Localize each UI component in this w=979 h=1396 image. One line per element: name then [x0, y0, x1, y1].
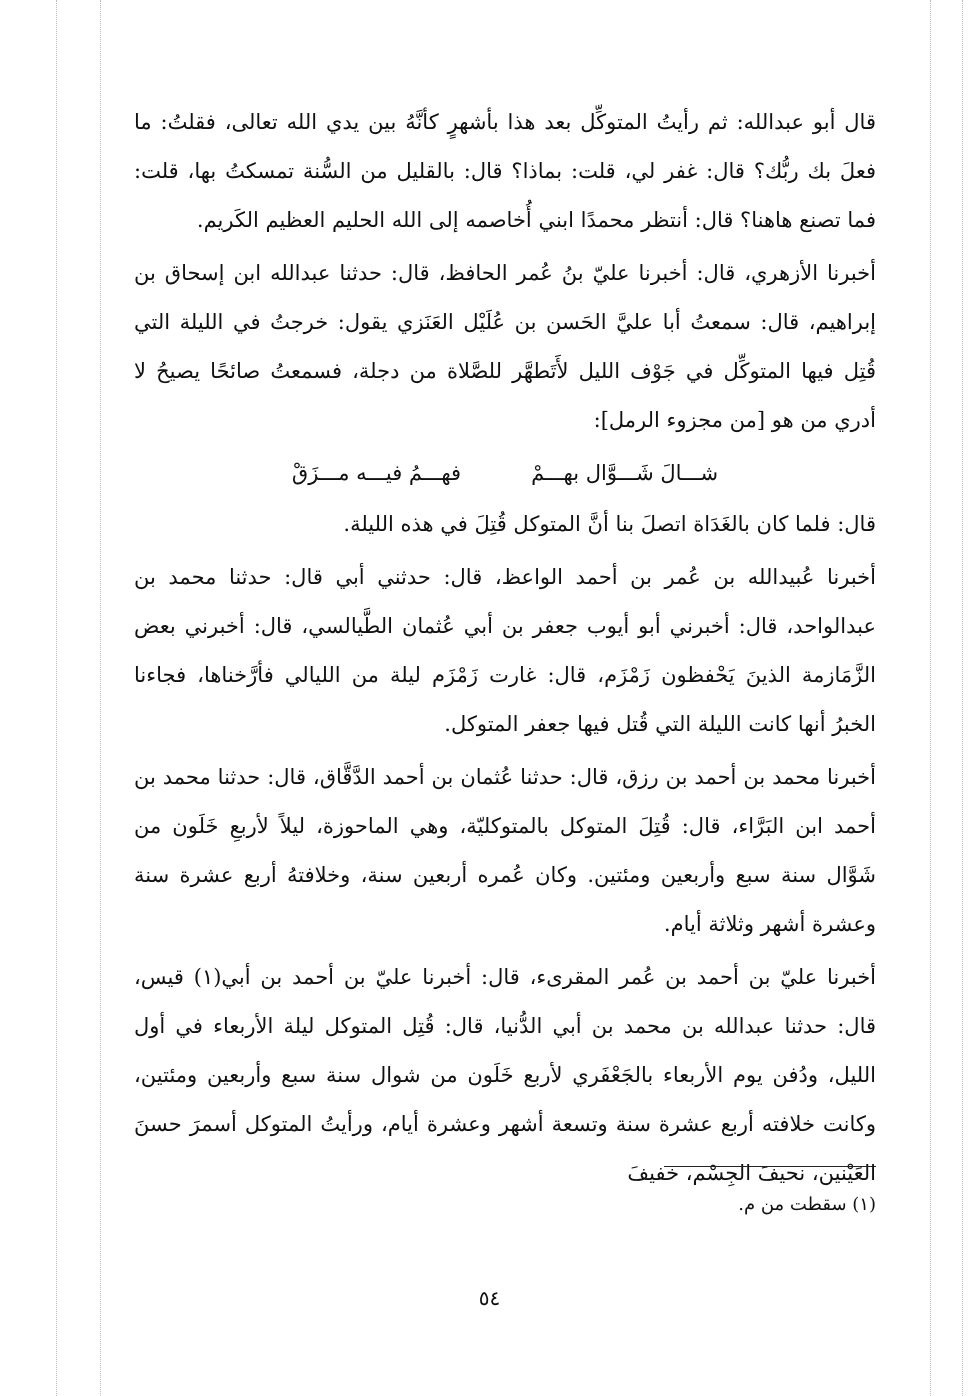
page-number: ٥٤	[478, 1286, 501, 1310]
paragraph-5: أخبرنا محمد بن أحمد بن رزق، قال: حدثنا عُثمان بن أحمد الدَّقَّاق، قال: حدثنا محمد بن أحمد ابن البَرَّاء، قال: قُتِلَ المتوكل بالمتوكليّة، وهي الماحوزة، ليلاً لأربعِ خَلَون من شَوَّال سنة سبع وأربعين ومئتين. وكان عُمره أربعين سنة، وخلافتهُ أربع عشرة سنة وعشرة أشهر وثلاثة أيام.	[134, 765, 876, 936]
page-body	[134, 98, 876, 1202]
poem-hemistich-2: فهـــمُ فيـــه مـــزَقْ	[291, 461, 462, 485]
paragraph-6: أخبرنا عليّ بن أحمد بن عُمر المقرىء، قال: أخبرنا عليّ بن أحمد بن أبي(١) قيس، قال: حدثنا عبدالله بن محمد بن أبي الدُّنيا، قال: قُتِل المتوكل ليلة الأربعاء في أول الليل، ودُفن يوم الأربعاء بالجَعْفَري لأربع خَلَون من شوال سنة سبع وأربعين ومئتين، وكانت خلافته أربع عشرة سنة وتسعة أشهر وعشرة أيام، ورأيتُ المتوكل أسمرَ حسنَ العَيْنين، نحيفَ الجِسْم، خفيفَ	[134, 965, 877, 1185]
scan-edge-dots	[100, 0, 101, 1396]
paragraph-3: قال: فلما كان بالغَدَاة اتصلَ بنا أنَّ المتوكل قُتِلَ في هذه الليلة.	[343, 512, 876, 536]
scan-edge-dots	[930, 0, 931, 1396]
footnote-separator	[664, 1166, 876, 1167]
scan-edge-dots	[56, 0, 57, 1396]
paragraph-4: أخبرنا عُبيدالله بن عُمر بن أحمد الواعظ، قال: حدثني أبي قال: حدثنا محمد بن عبدالواحد، قال: أخبرني أبو أيوب جعفر بن أبي عُثمان الطَّيالسي، قال: أخبرني بعض الزَّمَازمة الذينَ يَحْفظون زَمْزَم، قال: غارت زَمْزَم ليلة من الليالي فأرَّخناها، فجاءنا الخبرُ أنها كانت الليلة التي قُتل فيها جعفر المتوكل.	[134, 565, 876, 736]
scan-edge-dots	[962, 0, 963, 1396]
paragraph-1: قال أبو عبدالله: ثم رأيتُ المتوكِّل بعد هذا بأشهرٍ كأنَّهُ بين يدي الله تعالى، فقلتُ: ما فعلَ بك ربُّك؟ قال: غفر لي، قلت: بماذا؟ قال: بالقليل من السُّنة تمسكتُ بها، قلت: فما تصنع هاهنا؟ قال: أنتظر محمدًا ابني أُخاصمه إلى الله الحليم العظيم الكَريم.	[134, 110, 876, 232]
poem-verse	[134, 449, 876, 498]
footnote: (١) سقطت من م.	[738, 1194, 876, 1215]
poem-hemistich-1: شـــالَ شَـــوَّال بهـــمْ	[531, 461, 719, 485]
paragraph-2: أخبرنا الأزهري، قال: أخبرنا عليّ بنُ عُمر الحافظ، قال: حدثنا عبدالله ابن إسحاق بن إبراهيم، قال: سمعتُ أبا عليَّ الحَسن بن عُلَيْل العَنَزي يقول: خرجتُ في الليلة التي قُتِل فيها المتوكِّل في جَوْف الليل لأَتَطهَّر للصَّلاة من دجلة، فسمعتُ صائحًا يصيحُ لا أدري من هو [من مجزوء الرمل]:	[134, 261, 876, 432]
